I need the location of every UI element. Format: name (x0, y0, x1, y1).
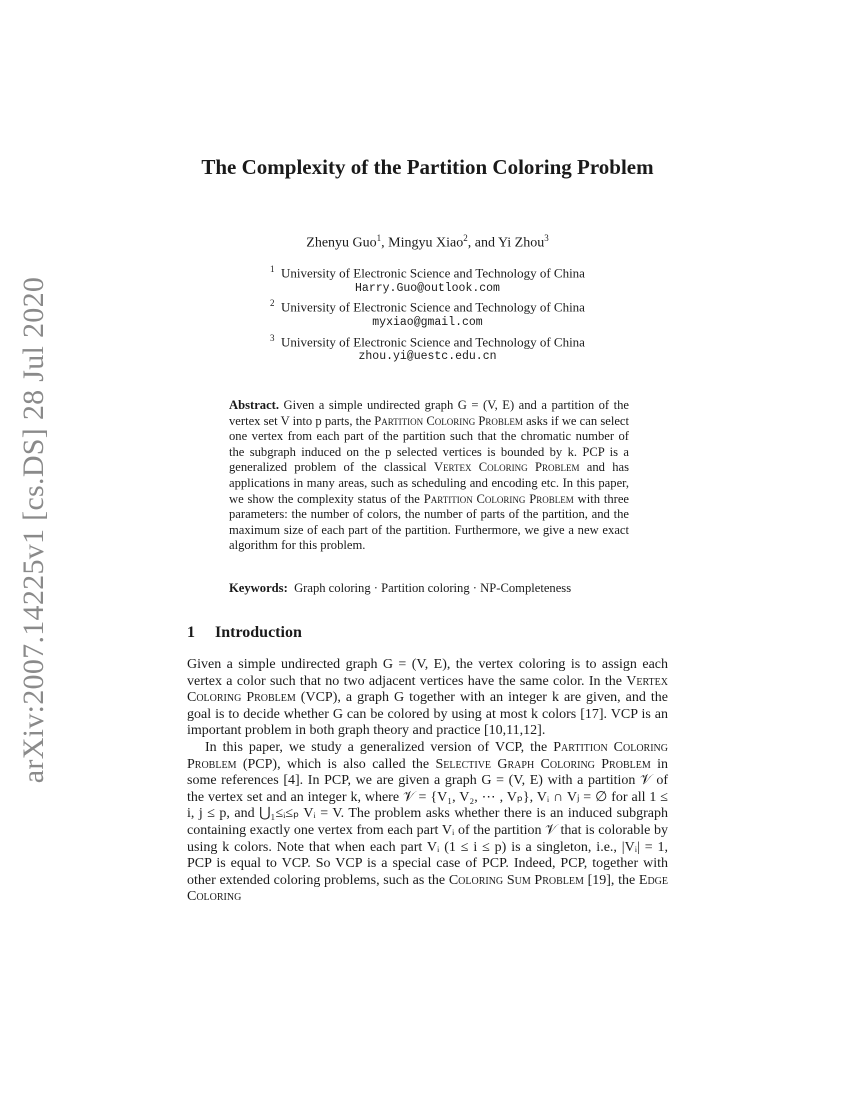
author-name: Mingyu Xiao (388, 235, 464, 251)
affiliations (187, 262, 668, 365)
introduction-body (187, 657, 668, 906)
author-affil-mark: 1 (376, 233, 382, 243)
keyword: NP-Completeness (480, 581, 572, 595)
paragraph: Given a simple undirected graph G = (V, E), the vertex coloring is to assign each vertex a color such that no two adjacent vertices have the same color. In the Vertex Coloring Problem (VCP), a graph G together with an integer k are given, and the goal is to decide whether G can be colored by using at most k colors [17]. VCP is an important problem in both graph theory and practice [10,11,12]. (187, 657, 668, 739)
keyword: Graph coloring (294, 581, 371, 595)
section-title: Introduction (215, 624, 302, 641)
section-heading (187, 624, 302, 642)
author-affil-mark: 3 (544, 233, 549, 243)
keywords: Keywords: Graph coloring · Partition coloring · NP-Completeness (229, 581, 572, 595)
arxiv-identifier: arXiv:2007.14225v1 [cs.DS] 28 Jul 2020 (17, 276, 50, 784)
author-name: Zhenyu Guo (306, 235, 377, 251)
abstract-label: Abstract. (229, 398, 280, 412)
abstract: Abstract. Given a simple undirected graph G = (V, E) and a partition of the vertex set V into p parts, the Partition Coloring Problem asks if we can select one vertex from each part of the partition such that the chromatic number of the subgraph induced on the p selected vertices is bounded by k. PCP is a generalized problem of the classical Vertex Coloring Problem and has applications in many areas, such as scheduling and encoding etc. In this paper, we show the complexity status of the Partition Coloring Problem with three parameters: the number of colors, the number of parts of the partition, and the maximum size of each part of the partition. Furthermore, we give a new exact algorithm for this problem. (229, 398, 629, 553)
paragraph: In this paper, we study a generalized version of VCP, the Partition Coloring Problem (PCP), which is also called the Selective Graph Coloring Problem in some references [4]. In PCP, we are given a graph G = (V, E) with a partition 𝒱 of the vertex set and an integer k, where 𝒱 = {V₁, V₂, ⋯ , Vₚ}, Vᵢ ∩ Vⱼ = ∅ for all 1 ≤ i, j ≤ p, and ⋃₁≤ᵢ≤ₚ Vᵢ = V. The problem asks whether there is an induced subgraph containing exactly one vertex from each part Vᵢ of the partition 𝒱 that is colorable by using k colors. Note that when each part Vᵢ (1 ≤ i ≤ p) is a singleton, i.e., |Vᵢ| = 1, PCP is equal to VCP. So VCP is a special case of PCP. Indeed, PCP, together with other extended coloring problems, such as the Coloring Sum Problem [19], the Edge Coloring (187, 739, 669, 905)
section-number: 1 (187, 624, 195, 641)
affiliation: $^1$ University of Electronic Science and Technology of China (270, 264, 585, 281)
author-email[interactable]: zhou.yi@uestc.edu.cn (358, 350, 497, 364)
author-email[interactable]: Harry.Guo@outlook.com (355, 281, 500, 295)
paper-title: The Complexity of the Partition Coloring Problem (201, 155, 654, 179)
keyword: Partition coloring (381, 581, 470, 595)
author-email[interactable]: myxiao@gmail.com (372, 316, 483, 330)
author-affil-mark: 2 (463, 233, 468, 243)
author-list: Zhenyu Guo$^1$, Mingyu Xiao$^2$, and Yi Zhou$^3$ (306, 233, 549, 251)
author-name: Yi Zhou (497, 235, 545, 251)
affiliation: $^2$ University of Electronic Science and Technology of China (270, 298, 585, 315)
arxiv-stamp (14, 276, 54, 784)
affiliation: $^3$ University of Electronic Science and Technology of China (270, 332, 585, 349)
keywords-label: Keywords: (229, 581, 288, 595)
